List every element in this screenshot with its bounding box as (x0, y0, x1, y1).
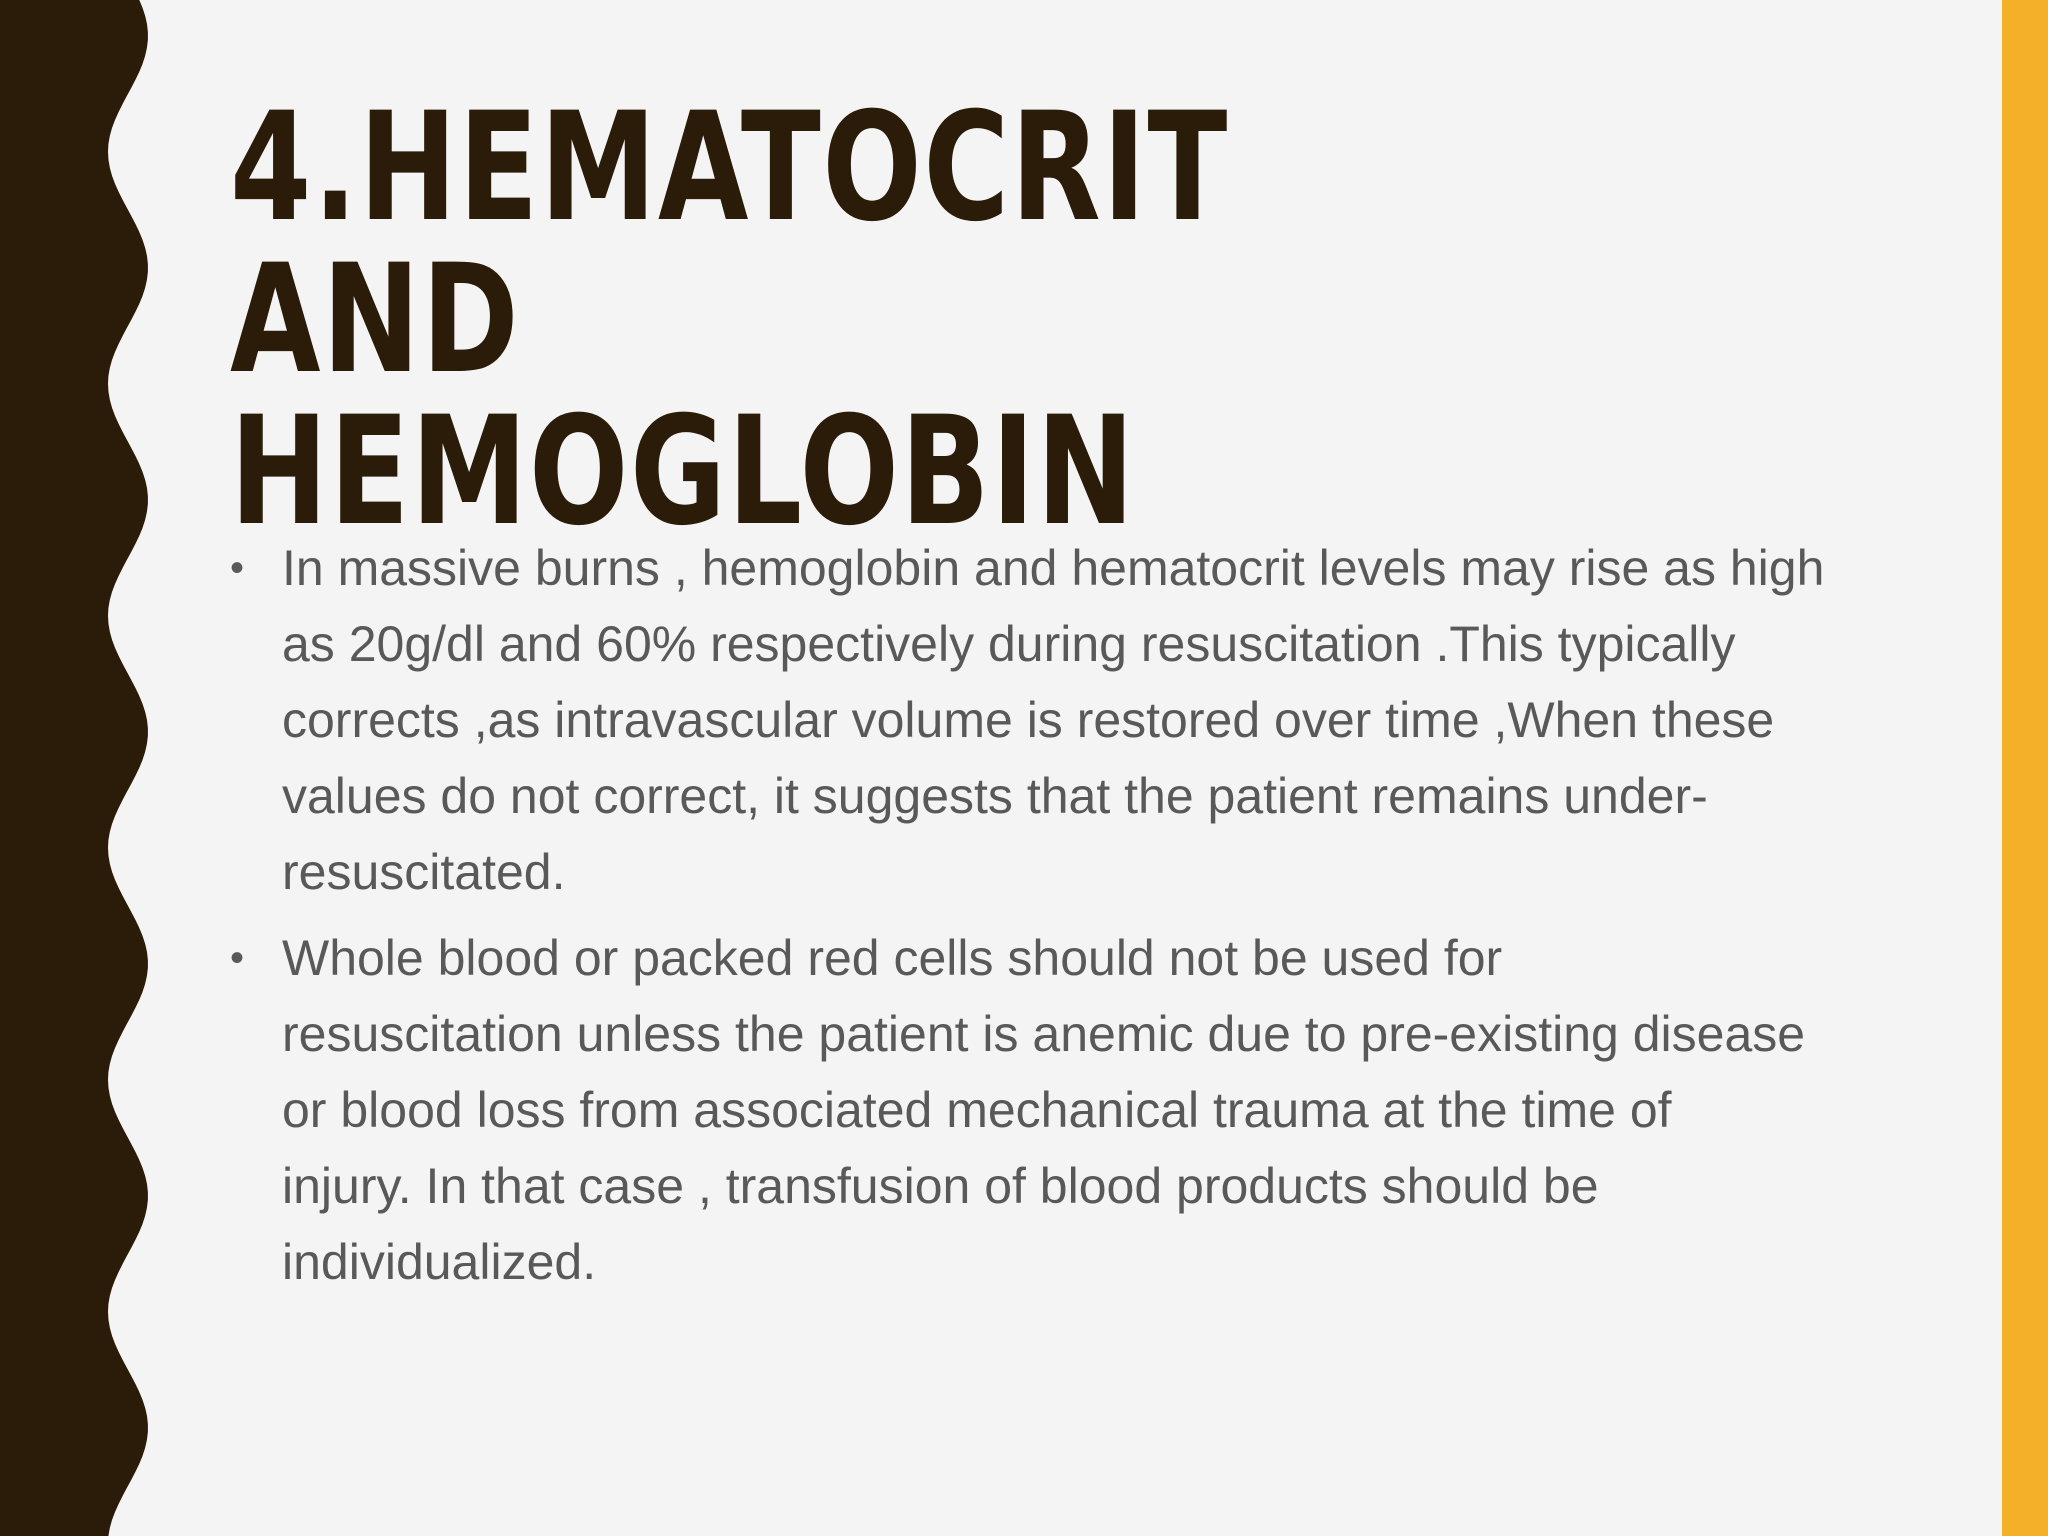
bullet-1-line-5: resuscitated. (282, 844, 566, 900)
bullet-1-line-4: values do not correct, it suggests that the patient remains under- (282, 768, 1708, 824)
bullet-2-line-2: resuscitation unless the patient is anemic due to pre-existing disease (282, 1006, 1806, 1062)
bullet-2-line-5: individualized. (282, 1234, 597, 1290)
bullet-icon: • (230, 936, 245, 980)
bullet-list (230, 530, 1910, 1310)
slide-title (230, 81, 1556, 559)
bullet-1-line-2: as 20g/dl and 60% respectively during resuscitation .This typically (282, 616, 1736, 672)
title-line-2: HEMOGLOBIN (230, 385, 1136, 559)
bullet-1-line-1: In massive burns , hemoglobin and hematocrit levels may rise as high (282, 540, 1825, 596)
bullet-item-1 (230, 530, 1910, 910)
title-line-1: 4.HEMATOCRIT AND (230, 81, 1229, 407)
bullet-1-line-3: corrects ,as intravascular volume is restored over time ,When these (282, 692, 1775, 748)
bullet-item-2 (230, 920, 1910, 1300)
bullet-2-line-1: Whole blood or packed red cells should not be used for (282, 930, 1503, 986)
bullet-2-line-4: injury. In that case , transfusion of blood products should be (282, 1158, 1599, 1214)
wavy-left-band (0, 0, 160, 1536)
accent-side-bar (2002, 0, 2048, 1536)
bullet-icon: • (230, 546, 245, 590)
bullet-2-line-3: or blood loss from associated mechanical trauma at the time of (282, 1082, 1672, 1138)
